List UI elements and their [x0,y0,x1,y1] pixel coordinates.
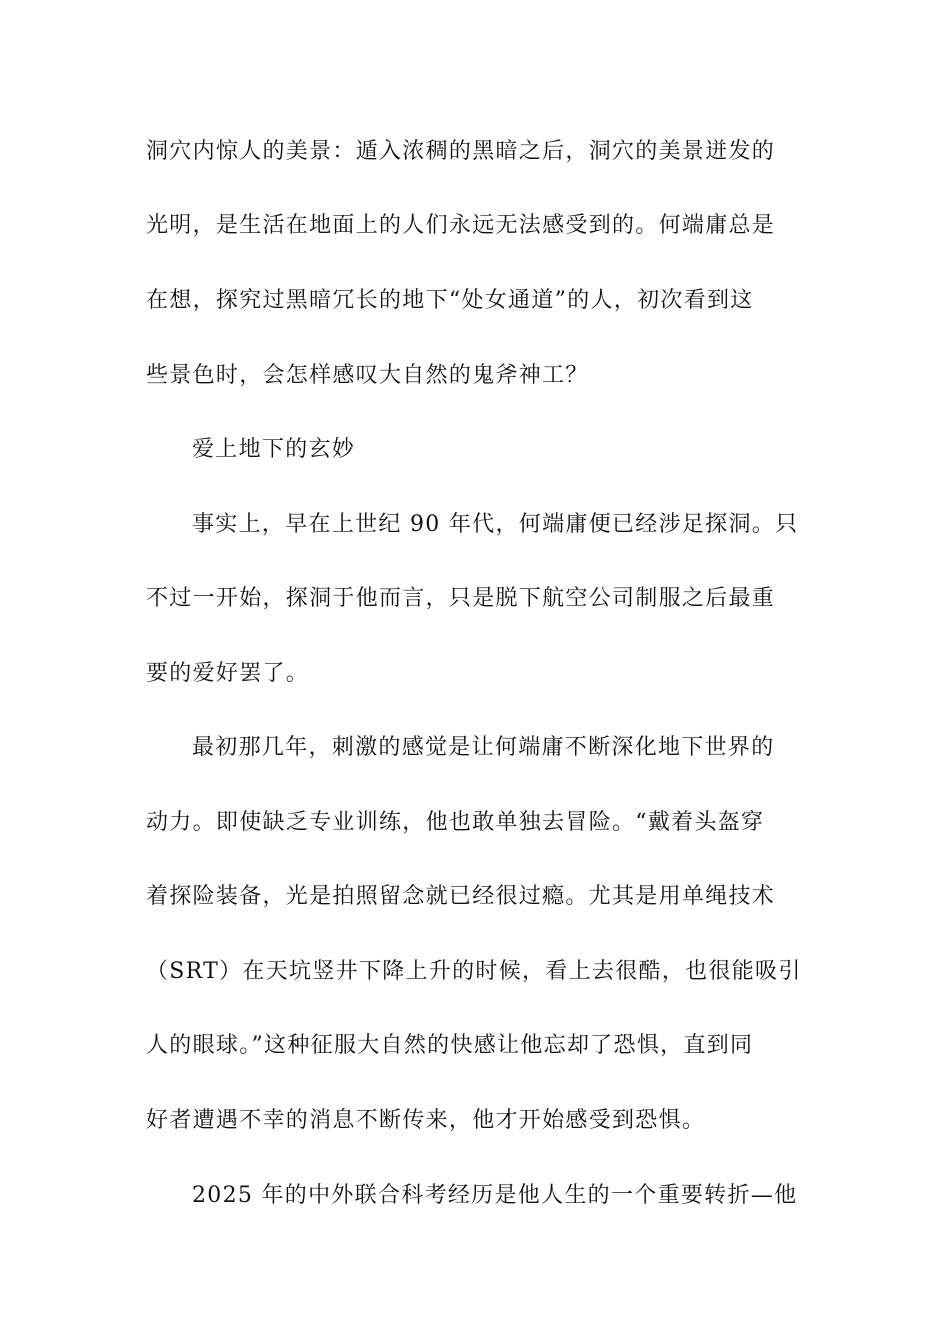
text-line-14: 好者遭遇不幸的消息不断传来，他才开始感受到恐惧。 [146,1108,706,1133]
text-line-11: 着探险装备，光是拍照留念就已经很过瘾。尤其是用单绳技术 [146,884,776,909]
text-line-12: （SRT）在天坑竖井下降上升的时候，看上去很酷，也很能吸引 [146,959,802,984]
text-line-8: 要的爱好罢了。 [146,661,310,686]
text-line-15: 2025 年的中外联合科考经历是他人生的一个重要转折—他 [192,1183,798,1208]
text-line-6: 事实上，早在上世纪 90 年代，何端庸便已经涉足探洞。只 [192,512,799,537]
text-line-3: 在想，探究过黑暗冗长的地下“处女通道”的人，初次看到这 [146,288,754,313]
text-line-7: 不过一开始，探洞于他而言，只是脱下航空公司制服之后最重 [146,586,776,611]
text-line-2: 光明，是生活在地面上的人们永远无法感受到的。何端庸总是 [146,213,776,238]
section-heading: 爱上地下的玄妙 [192,437,356,462]
text-line-9: 最初那几年，刺激的感觉是让何端庸不断深化地下世界的 [192,735,775,760]
text-line-4: 些景色时，会怎样感叹大自然的鬼斧神工？ [146,363,589,388]
text-line-1: 洞穴内惊人的美景：遁入浓稠的黑暗之后，洞穴的美景迸发的 [146,139,776,164]
text-line-13: 人的眼球。”这种征服大自然的快感让他忘却了恐惧，直到同 [146,1033,754,1058]
text-line-10: 动力。即使缺乏专业训练，他也敢单独去冒险。“戴着头盔穿 [146,810,765,835]
